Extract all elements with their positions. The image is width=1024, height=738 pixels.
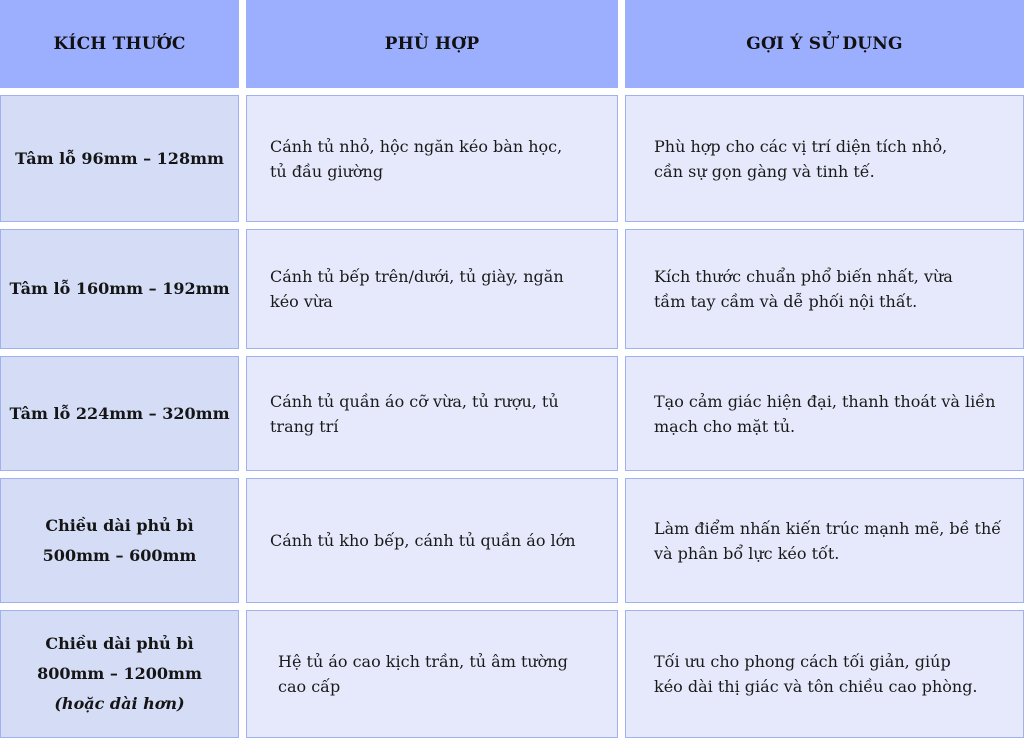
row-4-size-line: 500mm – 600mm: [42, 545, 197, 565]
row-4-size: [0, 478, 239, 603]
row-5-size-note: (hoặc dài hơn): [54, 694, 185, 713]
row-2-suggest: [625, 229, 1024, 349]
row-3-suggest-line: Tạo cảm giác hiện đại, thanh thoát và liền: [654, 391, 996, 411]
row-5-suggest: [625, 610, 1024, 738]
header-fit: [246, 0, 618, 88]
row-5-suggest-line: Tối ưu cho phong cách tối giản, giúp: [654, 652, 951, 671]
row-3-size: [0, 356, 239, 471]
row-1-suggest-line: cần sự gọn gàng và tinh tế.: [654, 161, 875, 181]
row-5-fit-line: Hệ tủ áo cao kịch trần, tủ âm tường: [278, 652, 568, 671]
header-size-label: KÍCH THƯỚC: [53, 34, 186, 54]
row-1-fit: [246, 95, 618, 222]
header-size: [0, 0, 239, 88]
row-3-size-line: Tâm lỗ 224mm – 320mm: [9, 403, 230, 423]
row-2-size-line: Tâm lỗ 160mm – 192mm: [9, 279, 230, 298]
row-5-size-line: 800mm – 1200mm: [37, 664, 202, 683]
row-1-suggest-line: Phù hợp cho các vị trí diện tích nhỏ,: [654, 136, 948, 156]
row-4-suggest-line: Làm điểm nhấn kiến trúc mạnh mẽ, bề thế: [654, 518, 1002, 538]
row-2-fit-line: Cánh tủ bếp trên/dưới, tủ giày, ngăn: [270, 267, 564, 286]
row-1-size: [0, 95, 239, 222]
header-suggest: [625, 0, 1024, 88]
row-1-size-line: Tâm lỗ 96mm – 128mm: [15, 148, 224, 168]
row-3-suggest-line: mạch cho mặt tủ.: [654, 416, 796, 436]
row-2-suggest-line: Kích thước chuẩn phổ biến nhất, vừa: [654, 267, 953, 286]
header-suggest-label: GỢI Ý SỬ DỤNG: [746, 34, 903, 54]
row-5-size-line: Chiều dài phủ bì: [45, 634, 194, 653]
row-4-fit: [246, 478, 618, 603]
row-2-fit: [246, 229, 618, 349]
row-1-fit-line: tủ đầu giường: [270, 161, 384, 181]
row-3-fit-line: trang trí: [270, 416, 339, 436]
row-4-size-line: Chiều dài phủ bì: [45, 515, 194, 535]
row-2-size: [0, 229, 239, 349]
row-2-suggest-line: tầm tay cầm và dễ phối nội thất.: [654, 292, 918, 311]
row-5-suggest-line: kéo dài thị giác và tôn chiều cao phòng.: [654, 677, 978, 696]
row-1-suggest: [625, 95, 1024, 222]
header-fit-label: PHÙ HỢP: [384, 34, 480, 54]
row-4-fit-line: Cánh tủ kho bếp, cánh tủ quần áo lớn: [270, 531, 576, 550]
row-5-fit-line: cao cấp: [278, 677, 341, 696]
row-3-fit: [246, 356, 618, 471]
row-1-fit-line: Cánh tủ nhỏ, hộc ngăn kéo bàn học,: [270, 136, 563, 156]
row-3-fit-line: Cánh tủ quần áo cỡ vừa, tủ rượu, tủ: [270, 391, 559, 411]
row-5-size: [0, 610, 239, 738]
row-4-suggest: [625, 478, 1024, 603]
row-2-fit-line: kéo vừa: [270, 292, 333, 311]
row-4-suggest-line: và phân bổ lực kéo tốt.: [654, 543, 840, 563]
row-3-suggest: [625, 356, 1024, 471]
row-5-fit: [246, 610, 618, 738]
